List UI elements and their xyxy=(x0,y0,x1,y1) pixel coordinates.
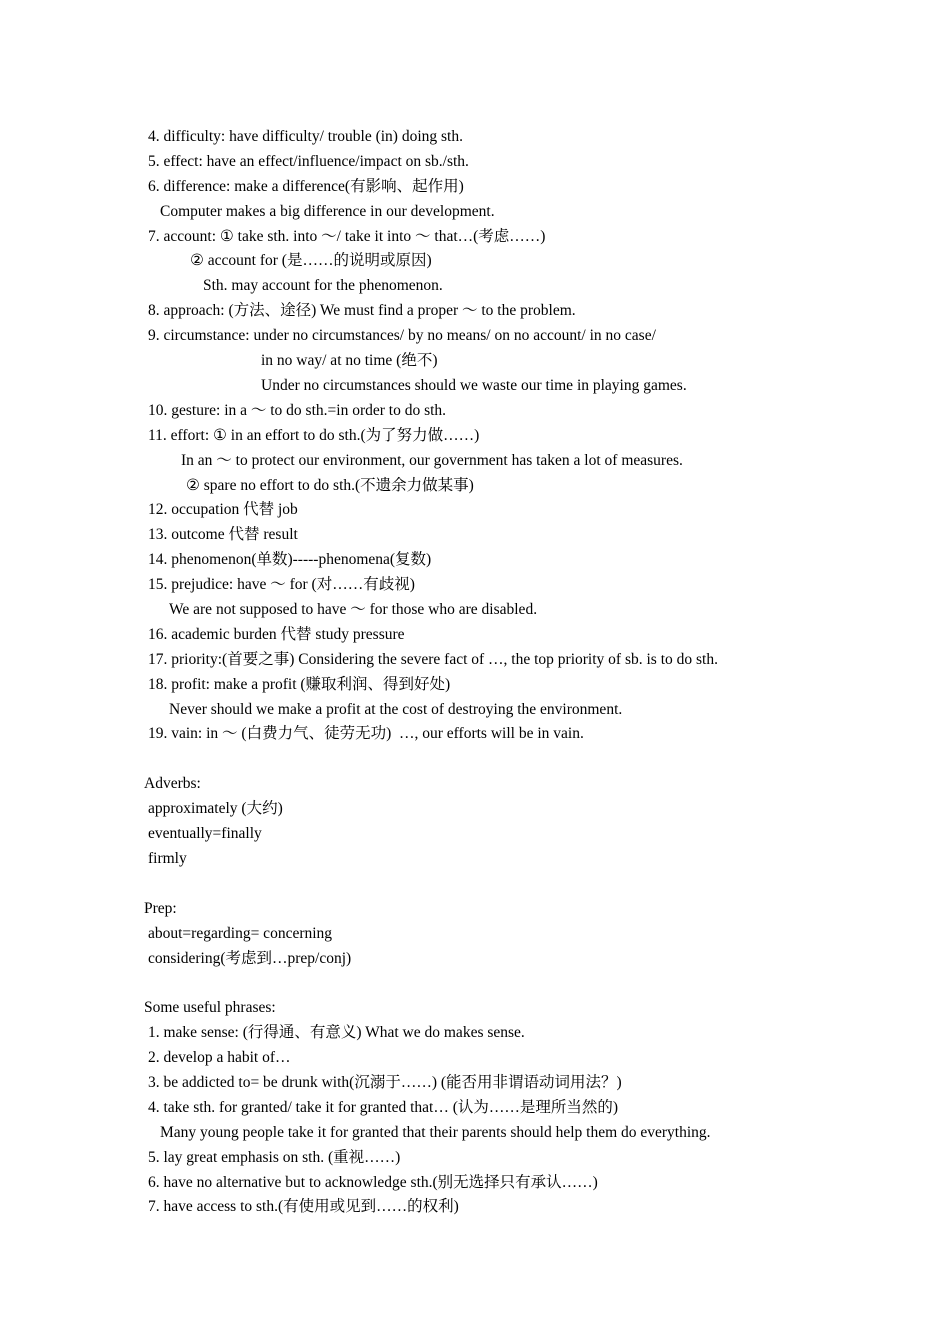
section-heading: Adverbs: xyxy=(144,775,201,792)
text-line: Computer makes a big difference in our development. xyxy=(160,203,495,220)
text-line: ② spare no effort to do sth.(不遗余力做某事) xyxy=(186,477,474,494)
text-line: 2. develop a habit of… xyxy=(148,1049,291,1066)
text-line: 14. phenomenon(单数)-----phenomena(复数) xyxy=(148,551,432,568)
text-line: Never should we make a profit at the cost of destroying the environment. xyxy=(169,701,623,718)
text-line: 9. circumstance: under no circumstances/ by no means/ on no account/ in no case/ xyxy=(148,327,656,344)
text-line: In an ～ to protect our environment, our government has taken a lot of measures. xyxy=(181,452,683,469)
text-line: Many young people take it for granted that their parents should help them do everything. xyxy=(160,1124,711,1141)
text-line: 3. be addicted to= be drunk with(沉溺于……) (能否用非谓语动词用法？) xyxy=(148,1074,622,1091)
text-line: 11. effort: ① in an effort to do sth.(为了努力做……) xyxy=(148,427,480,444)
text-line: ② account for (是……的说明或原因) xyxy=(190,252,432,269)
text-line: 17. priority:(首要之事) Considering the severe fact of …, the top priority of sb. is to do sth. xyxy=(148,651,718,668)
text-line: considering(考虑到…prep/conj) xyxy=(148,950,352,967)
text-line: 15. prejudice: have ～ for (对……有歧视) xyxy=(148,576,415,593)
text-line: 12. occupation 代替 job xyxy=(148,501,298,518)
text-line: 10. gesture: in a ～ to do sth.=in order to do sth. xyxy=(148,402,447,419)
text-line: in no way/ at no time (绝不) xyxy=(261,352,438,369)
text-line: 5. effect: have an effect/influence/impact on sb./sth. xyxy=(148,153,469,170)
text-line: 5. lay great emphasis on sth. (重视……) xyxy=(148,1149,401,1166)
text-line: approximately (大约) xyxy=(148,800,283,817)
text-line: 13. outcome 代替 result xyxy=(148,526,298,543)
section-heading: Some useful phrases: xyxy=(144,999,276,1016)
text-line: 7. account: ① take sth. into ～/ take it into ～ that…(考虑……) xyxy=(148,228,546,245)
text-line: 7. have access to sth.(有使用或见到……的权利) xyxy=(148,1198,459,1215)
text-line: 6. have no alternative but to acknowledge sth.(别无选择只有承认……) xyxy=(148,1174,598,1191)
text-line: 18. profit: make a profit (赚取利润、得到好处) xyxy=(148,676,451,693)
text-line: 6. difference: make a difference(有影响、起作用) xyxy=(148,178,464,195)
text-line: 4. take sth. for granted/ take it for granted that… (认为……是理所当然的) xyxy=(148,1099,619,1116)
text-line: We are not supposed to have ～ for those who are disabled. xyxy=(169,601,538,618)
text-line: 16. academic burden 代替 study pressure xyxy=(148,626,405,643)
text-line: 19. vain: in ～ (白费力气、徒劳无功) …, our efforts will be in vain. xyxy=(148,725,584,742)
text-line: 1. make sense: (行得通、有意义) What we do makes sense. xyxy=(148,1024,525,1041)
text-line: Sth. may account for the phenomenon. xyxy=(203,277,443,294)
text-line: about=regarding= concerning xyxy=(148,925,333,942)
section-heading: Prep: xyxy=(144,900,177,917)
text-line: 8. approach: (方法、途径) We must find a proper ～ to the problem. xyxy=(148,302,576,319)
text-line: 4. difficulty: have difficulty/ trouble (in) doing sth. xyxy=(148,128,463,145)
text-line: Under no circumstances should we waste our time in playing games. xyxy=(261,377,687,394)
text-line: firmly xyxy=(148,850,187,867)
text-line: eventually=finally xyxy=(148,825,262,842)
